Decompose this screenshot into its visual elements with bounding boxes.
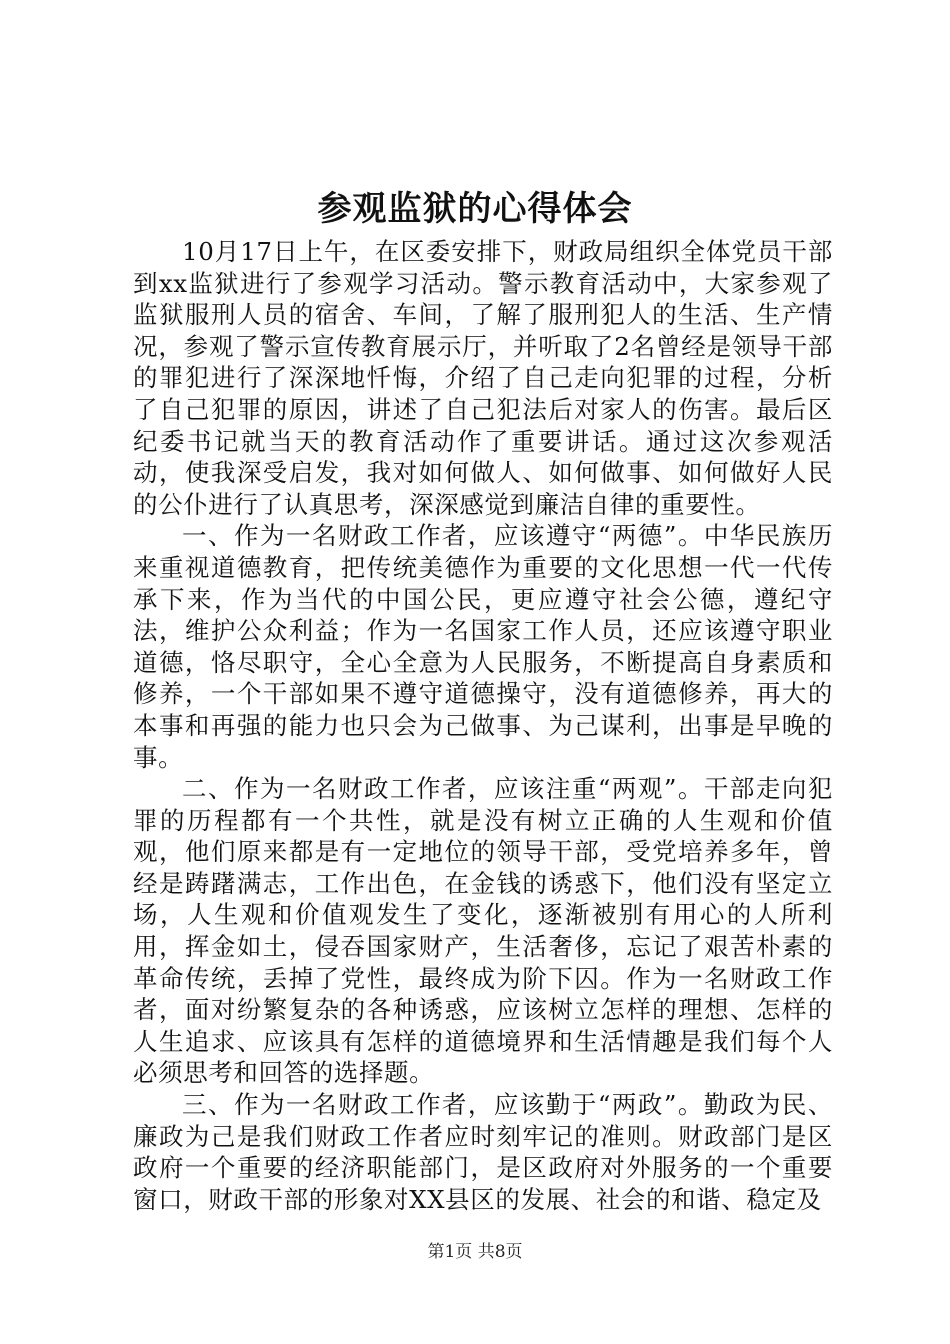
paragraph-point-one: 一、作为一名财政工作者，应该遵守“两德”。中华民族历来重视道德教育，把传统美德作为重要的文化思想一代一代传承下来，作为当代的中国公民，更应遵守社会公德，遵纪守法，维护公众利益；作为一名国家工作人员，还应该遵守职业道德，恪尽职守，全心全意为人民服务，不断提高自身素质和修养，一个干部如果不遵守道德操守，没有道德修养，再大的本事和再强的能力也只会为己做事、为己谋利，出事是早晚的事。 bbox=[133, 521, 833, 772]
document-body bbox=[133, 236, 833, 1215]
paragraph-point-three: 三、作为一名财政工作者，应该勤于“两政”。勤政为民、廉政为己是我们财政工作者应时刻牢记的准则。财政部门是区政府一个重要的经济职能部门，是区政府对外服务的一个重要窗口，财政干部的形象对XX县区的发展、社会的和谐、稳定及 bbox=[133, 1090, 833, 1214]
paragraph-intro: 10月17日上午，在区委安排下，财政局组织全体党员干部到xx监狱进行了参观学习活动。警示教育活动中，大家参观了监狱服刑人员的宿舍、车间，了解了服刑犯人的生活、生产情况，参观了警示宣传教育展示厅，并听取了2名曾经是领导干部的罪犯进行了深深地忏悔，介绍了自己走向犯罪的过程，分析了自己犯罪的原因，讲述了自己犯法后对家人的伤害。最后区纪委书记就当天的教育活动作了重要讲话。通过这次参观活动，使我深受启发，我对如何做人、如何做事、如何做好人民的公仆进行了认真思考，深深感觉到廉洁自律的重要性。 bbox=[133, 237, 833, 519]
page-number-footer: 第1页 共8页 bbox=[427, 1242, 523, 1262]
paragraph-point-two: 二、作为一名财政工作者，应该注重“两观”。干部走向犯罪的历程都有一个共性，就是没有树立正确的人生观和价值观，他们原来都是有一定地位的领导干部，受党培养多年，曾经是踌躇满志，工作出色，在金钱的诱惑下，他们没有坚定立场，人生观和价值观发生了变化，逐渐被别有用心的人所利用，挥金如土，侵吞国家财产，生活奢侈，忘记了艰苦朴素的革命传统，丢掉了党性，最终成为阶下囚。作为一名财政工作者，面对纷繁复杂的各种诱惑，应该树立怎样的理想、怎样的人生追求、应该具有怎样的道德境界和生活情趣是我们每个人必须思考和回答的选择题。 bbox=[133, 774, 833, 1088]
document-title: 参观监狱的心得体会 bbox=[317, 189, 633, 229]
